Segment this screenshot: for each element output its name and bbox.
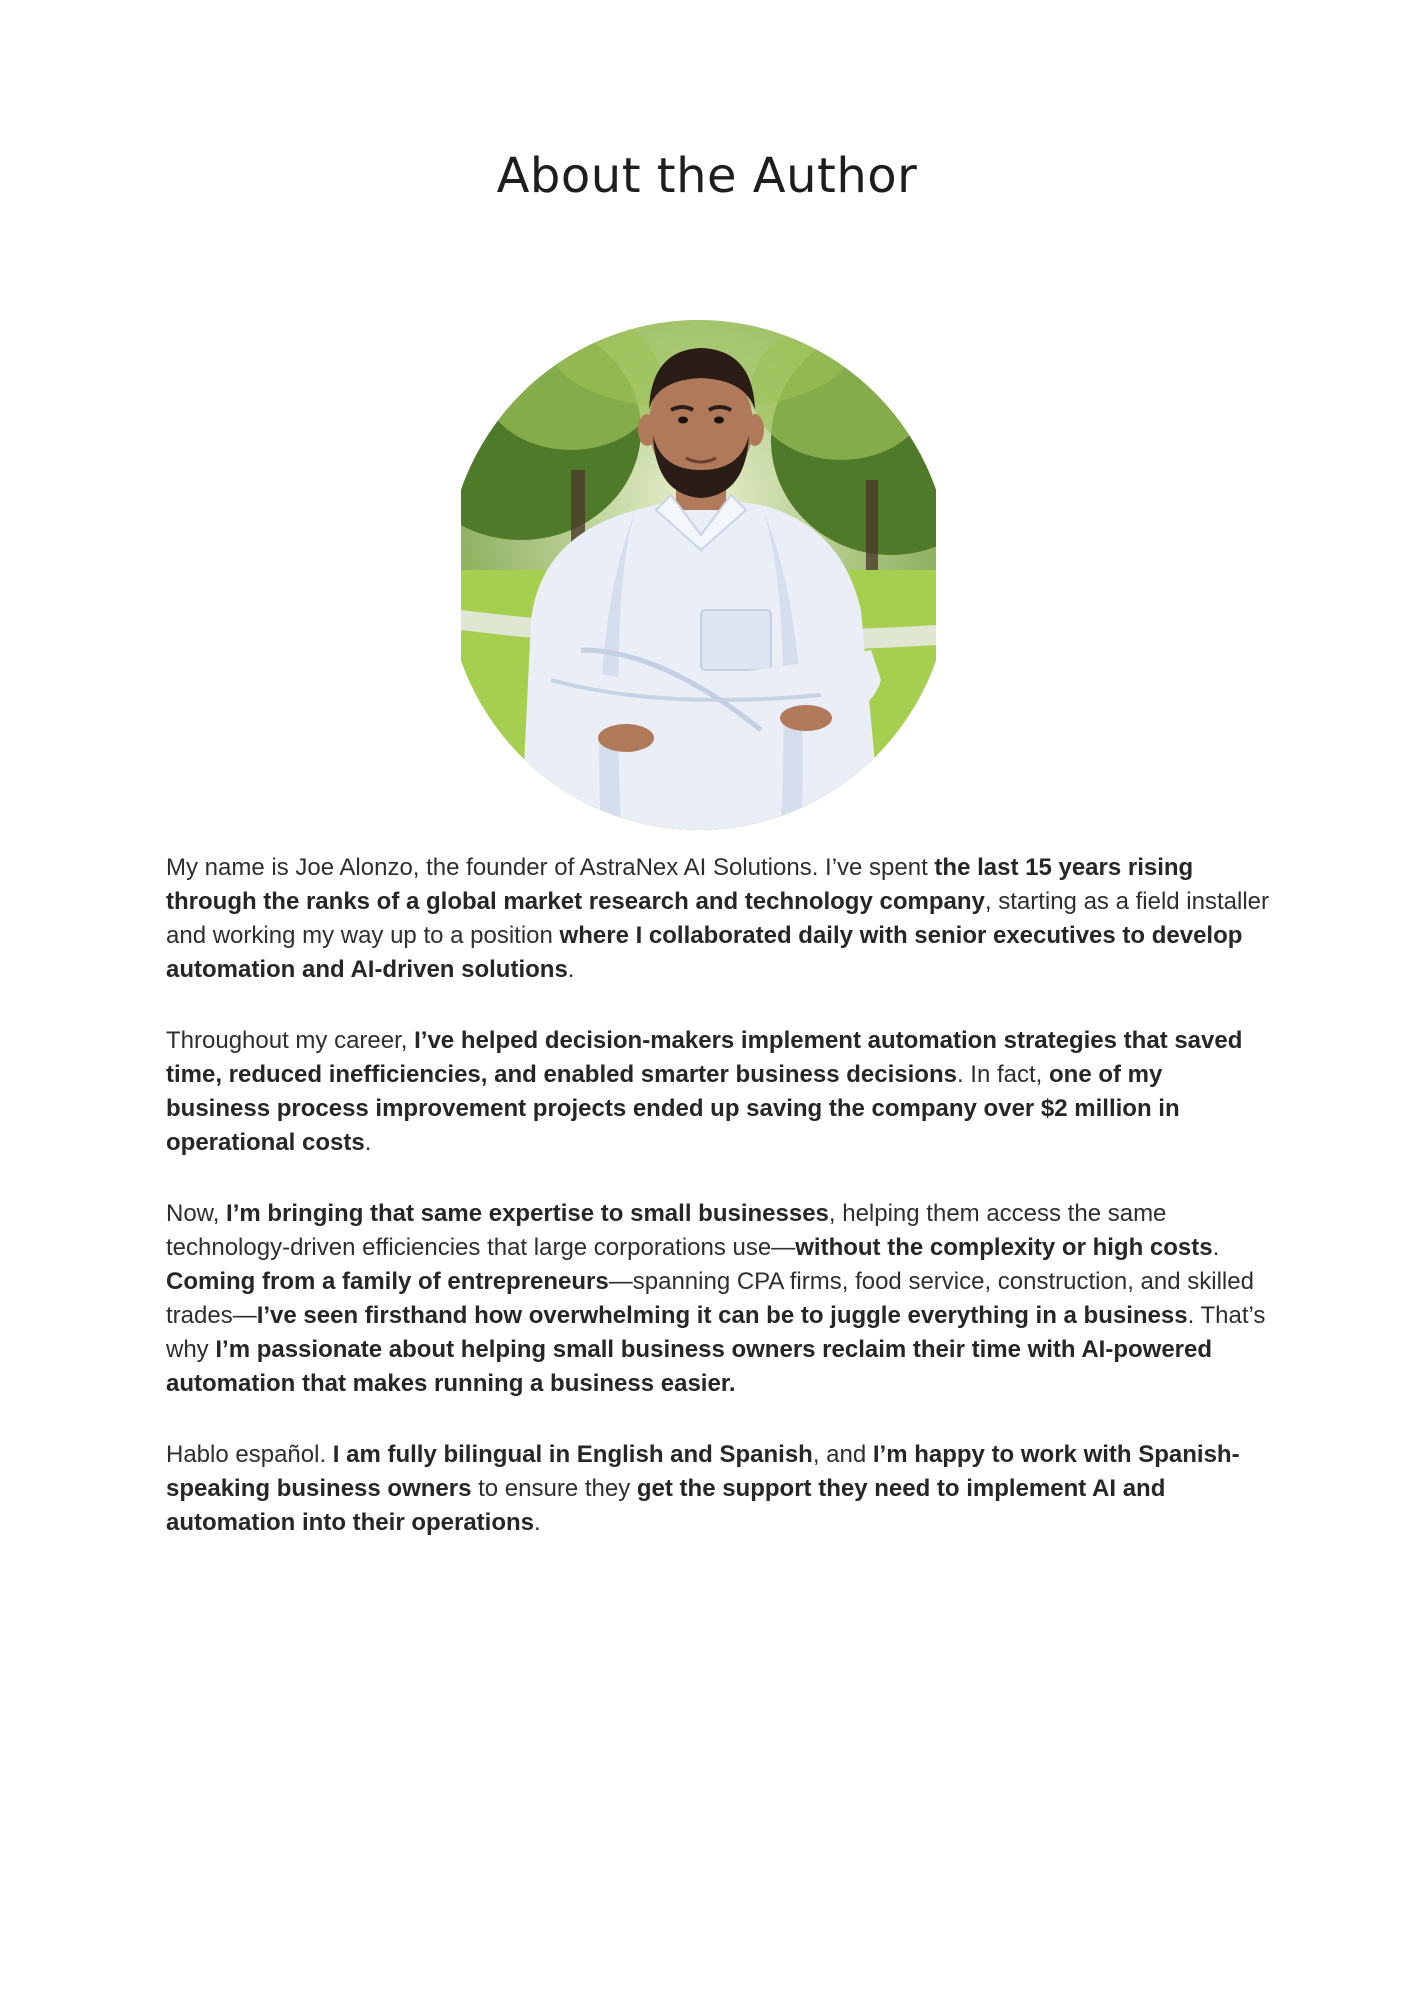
bio-text: . — [567, 956, 575, 983]
bio-bold-text: I’m happy to work with Spanish-speaking business owners — [166, 1441, 1240, 1502]
author-bio — [166, 851, 1271, 1577]
bio-text: , starting as a field installer and working my way up to a position — [166, 888, 1269, 949]
bio-paragraph — [166, 1197, 1271, 1401]
bio-text: . That’s why — [166, 1302, 1266, 1363]
bio-text: Now, — [166, 1200, 227, 1227]
bio-text: My name is Joe Alonzo, the founder of AstraNex AI Solutions. I’ve spent — [166, 854, 935, 881]
bio-paragraph — [166, 851, 1271, 987]
bio-bold-text: the last 15 years rising through the ranks of a global market research and technology company — [166, 854, 1194, 915]
bio-text: , helping them access the same technology-driven efficiencies that large corporations use— — [166, 1200, 1167, 1261]
bio-text: . In fact, — [956, 1061, 1049, 1088]
bio-text: to ensure they — [471, 1475, 637, 1502]
bio-text: . — [1212, 1234, 1220, 1261]
bio-bold-text: I’m passionate about helping small business owners reclaim their time with AI-powered automation that makes running a business easier. — [166, 1336, 1213, 1397]
bio-bold-text: Coming from a family of entrepreneurs — [166, 1268, 609, 1295]
bio-bold-text: I’ve seen firsthand how overwhelming it can be to juggle everything in a business — [256, 1302, 1188, 1329]
bio-bold-text: I’ve helped decision-makers implement automation strategies that saved time, reduced inefficiencies, and enabled smarter business decisions — [166, 1027, 1243, 1088]
bio-bold-text: get the support they need to implement AI and automation into their operations — [166, 1475, 1166, 1536]
bio-text: Throughout my career, — [166, 1027, 415, 1054]
bio-text: . — [364, 1129, 372, 1156]
bio-bold-text: where I collaborated daily with senior executives to develop automation and AI-driven solutions — [166, 922, 1243, 983]
bio-paragraph — [166, 1024, 1271, 1160]
bio-bold-text: I am fully bilingual in English and Spanish — [332, 1441, 813, 1468]
bio-text: Hablo español. — [166, 1441, 333, 1468]
bio-text: —spanning CPA firms, food service, construction, and skilled trades— — [166, 1268, 1254, 1329]
bio-bold-text: one of my business process improvement projects ended up saving the company over $2 million in operational costs — [166, 1061, 1180, 1156]
bio-text: . — [534, 1509, 541, 1536]
bio-bold-text: I’m bringing that same expertise to small businesses — [226, 1200, 829, 1227]
bio-text: , and — [812, 1441, 873, 1468]
bio-paragraph — [166, 1438, 1271, 1540]
author-portrait — [461, 320, 936, 830]
bio-bold-text: without the complexity or high costs — [795, 1234, 1213, 1261]
author-photo — [461, 320, 936, 830]
page-title: About the Author — [496, 148, 918, 204]
